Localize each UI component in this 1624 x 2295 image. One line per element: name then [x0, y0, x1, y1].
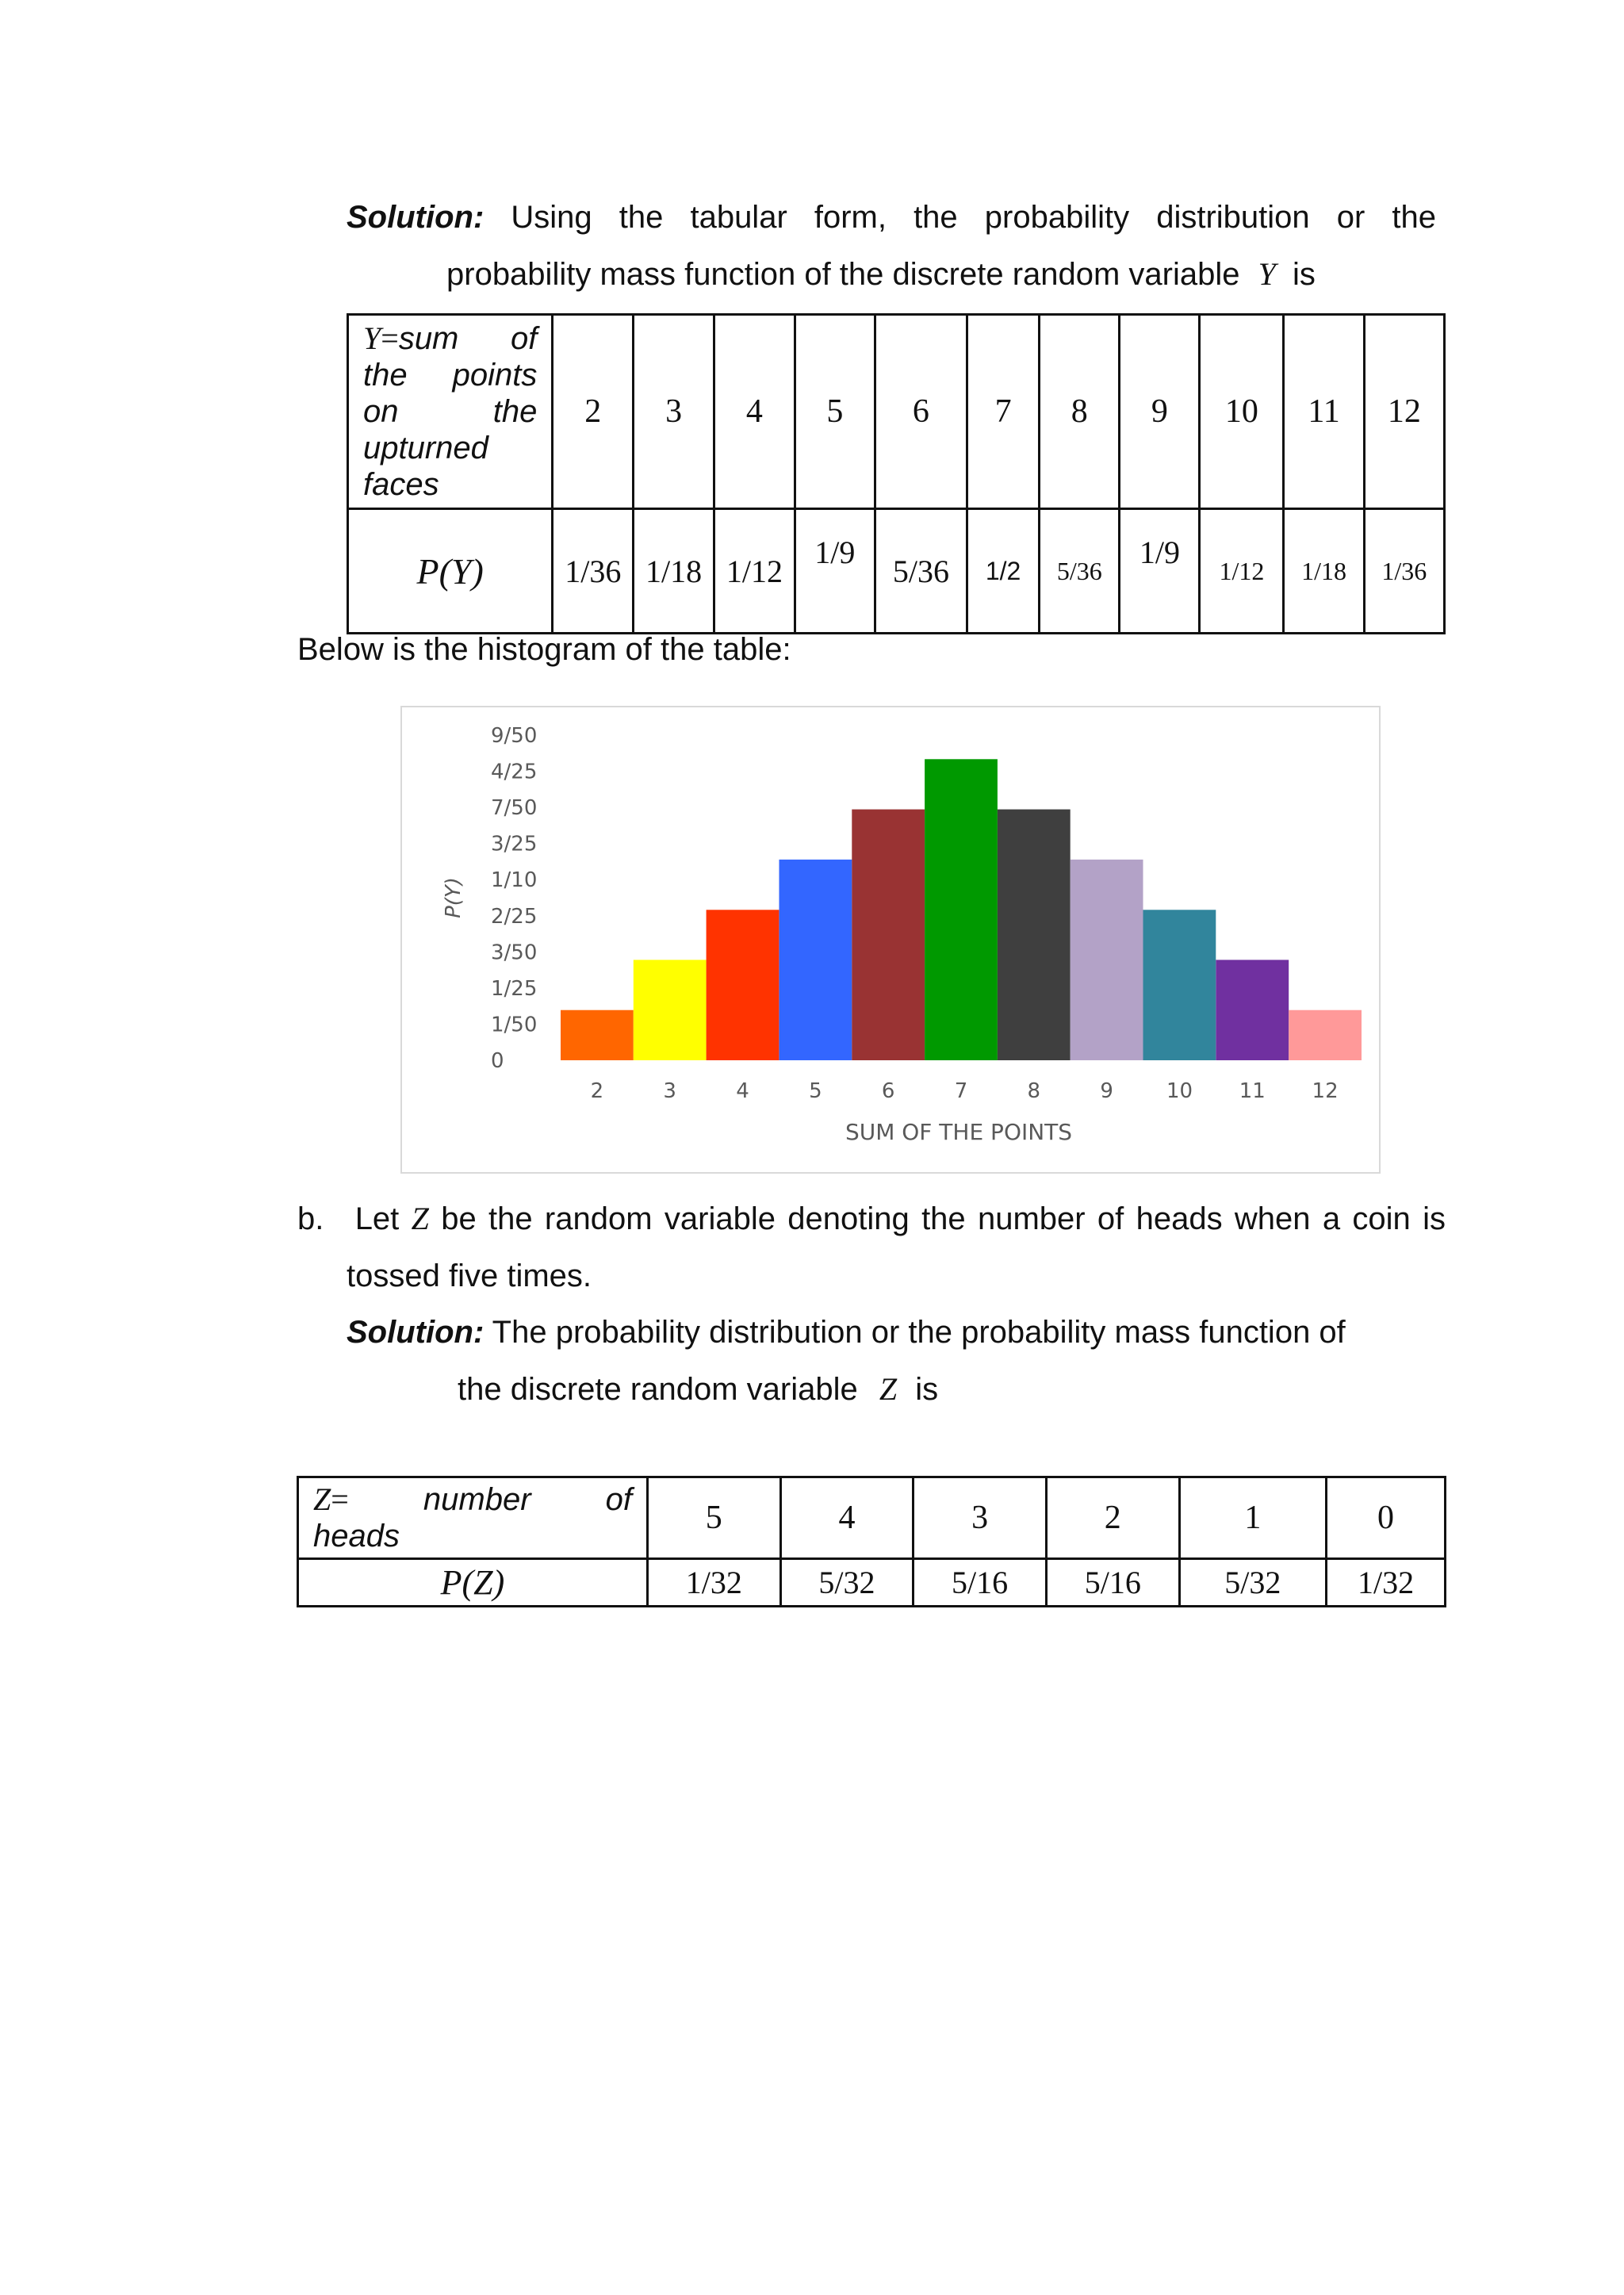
pmf-table-z [297, 1476, 1446, 1607]
x-tick-labels [591, 1079, 1339, 1103]
bar-12 [1289, 1010, 1362, 1060]
py-value-cell: 1/36 [1364, 509, 1444, 634]
solution-b-text-1: The probability distribution or the probability mass function of [492, 1315, 1346, 1350]
bar-9 [1071, 860, 1143, 1060]
bar-2 [561, 1010, 634, 1060]
y-value-cell: 7 [967, 315, 1040, 509]
bar-3 [634, 960, 707, 1060]
py-value-cell: 1/18 [1284, 509, 1364, 634]
x-tick-label: 12 [1312, 1079, 1339, 1103]
x-tick-label: 5 [809, 1079, 822, 1103]
pmf-table-z-header-row [298, 1477, 1446, 1559]
label-line-4: upturned [363, 431, 488, 466]
pz-value-cell: 5/16 [914, 1559, 1047, 1607]
y-tick-labels [491, 724, 537, 1073]
pz-value-cell: 5/16 [1046, 1559, 1179, 1607]
pz-label: P(Z) [298, 1559, 648, 1607]
pmf-table-y-header-row [348, 315, 1445, 509]
bar-6 [852, 810, 925, 1060]
solution-a-line-1 [347, 198, 1436, 236]
y-value-cell: 11 [1284, 315, 1364, 509]
py-value-cell: 5/36 [875, 509, 967, 634]
solution-a-label: Solution: [347, 200, 485, 235]
part-b-text-1a: Let [354, 1201, 400, 1236]
bar-7 [925, 759, 998, 1060]
label-z-line-1: number of [423, 1482, 632, 1517]
x-tick-label: 4 [736, 1079, 749, 1103]
solution-a-line-2 [446, 255, 1316, 293]
py-value-cell: 1/18 [634, 509, 714, 634]
y-value-cell: 12 [1364, 315, 1444, 509]
part-b-marker: b. [297, 1201, 324, 1236]
py-value-cell: 1/36 [553, 509, 634, 634]
label-eq: = [381, 320, 399, 356]
bar-10 [1143, 910, 1216, 1060]
label-z-line-2: heads [313, 1519, 400, 1554]
y-tick-label: 3/25 [491, 832, 538, 856]
x-tick-label: 3 [663, 1079, 676, 1103]
z-value-cell: 1 [1179, 1477, 1326, 1559]
pz-value-cell: 1/32 [1327, 1559, 1446, 1607]
label-var-y: Y [363, 320, 381, 356]
variable-y: Y [1258, 256, 1276, 292]
solution-a-text-2: probability mass function of the discrete random variable [446, 257, 1240, 292]
y-value-cell: 2 [553, 315, 634, 509]
label-line-5: faces [363, 467, 439, 502]
y-tick-label: 2/25 [491, 904, 538, 929]
histogram-svg [402, 707, 1379, 1172]
y-value-cell: 4 [714, 315, 795, 509]
z-value-cell: 3 [914, 1477, 1047, 1559]
y-value-cell: 9 [1120, 315, 1200, 509]
pz-value-cell: 5/32 [780, 1559, 914, 1607]
pz-value-cell: 1/32 [647, 1559, 780, 1607]
y-tick-label: 1/10 [491, 868, 538, 893]
bars-group [561, 759, 1362, 1060]
y-value-cell: 6 [875, 315, 967, 509]
y-tick-label: 3/50 [491, 941, 538, 965]
x-tick-label: 11 [1239, 1079, 1266, 1103]
pz-value-cell: 5/32 [1179, 1559, 1326, 1607]
pmf-table-y-header-label [348, 315, 553, 509]
label-var-z: Z [313, 1481, 331, 1517]
y-value-cell: 3 [634, 315, 714, 509]
x-tick-label: 6 [881, 1079, 895, 1103]
x-tick-label: 10 [1166, 1079, 1193, 1103]
py-value-cell: 1/12 [1200, 509, 1284, 634]
x-tick-label: 7 [954, 1079, 968, 1103]
py-value-cell: 1/2 [967, 509, 1040, 634]
solution-a-text-1: Using the tabular form, the probability distribution or the [511, 200, 1436, 235]
y-value-cell: 10 [1200, 315, 1284, 509]
bar-8 [998, 810, 1071, 1060]
part-b-text-1b: be the random variable denoting the number of heads when a coin is [441, 1201, 1446, 1236]
x-tick-label: 8 [1027, 1079, 1041, 1103]
y-tick-label: 1/50 [491, 1013, 538, 1037]
bar-5 [779, 860, 852, 1060]
bar-4 [707, 910, 779, 1060]
pmf-table-y-prob-row [348, 509, 1445, 634]
histogram-chart [400, 706, 1381, 1174]
y-tick-label: 1/25 [491, 976, 538, 1001]
label-eq-z: = [331, 1481, 349, 1517]
y-value-cell: 5 [795, 315, 875, 509]
y-axis-label: P(Y) [442, 877, 465, 918]
pmf-table-y [347, 313, 1446, 634]
y-tick-label: 0 [491, 1049, 504, 1073]
x-tick-label: 2 [590, 1079, 604, 1103]
py-label: P(Y) [348, 509, 553, 634]
x-axis-label: SUM OF THE POINTS [845, 1119, 1073, 1145]
y-tick-label: 9/50 [491, 724, 538, 748]
pmf-table-z-header-label [298, 1477, 648, 1559]
solution-a-tail: is [1293, 257, 1316, 292]
histogram-intro: Below is the histogram of the table: [297, 632, 791, 667]
label-line-1: sum of [398, 321, 538, 356]
bar-11 [1216, 960, 1289, 1060]
variable-z-2: Z [879, 1371, 898, 1407]
label-line-2: the points [363, 358, 538, 393]
z-value-cell: 2 [1046, 1477, 1179, 1559]
solution-b-tail: is [915, 1372, 939, 1407]
part-b-solution-line-2 [458, 1370, 938, 1408]
solution-b-label: Solution: [347, 1315, 485, 1350]
py-value-cell: 1/12 [714, 509, 795, 634]
py-value-cell: 1/9 [1120, 509, 1200, 634]
variable-z: Z [411, 1201, 429, 1236]
pmf-table-z-prob-row [298, 1559, 1446, 1607]
label-line-3: on the [363, 394, 538, 429]
z-value-cell: 5 [647, 1477, 780, 1559]
part-b-line-1 [297, 1200, 1446, 1238]
z-value-cell: 4 [780, 1477, 914, 1559]
py-value-cell: 5/36 [1040, 509, 1120, 634]
part-b-line-2: tossed five times. [347, 1259, 592, 1293]
y-tick-label: 7/50 [491, 796, 538, 821]
z-value-cell: 0 [1327, 1477, 1446, 1559]
y-tick-label: 4/25 [491, 760, 538, 784]
part-b-solution-line-1 [347, 1313, 1346, 1351]
y-value-cell: 8 [1040, 315, 1120, 509]
solution-b-text-2: the discrete random variable [458, 1372, 858, 1407]
py-value-cell: 1/9 [795, 509, 875, 634]
x-tick-label: 9 [1100, 1079, 1113, 1103]
